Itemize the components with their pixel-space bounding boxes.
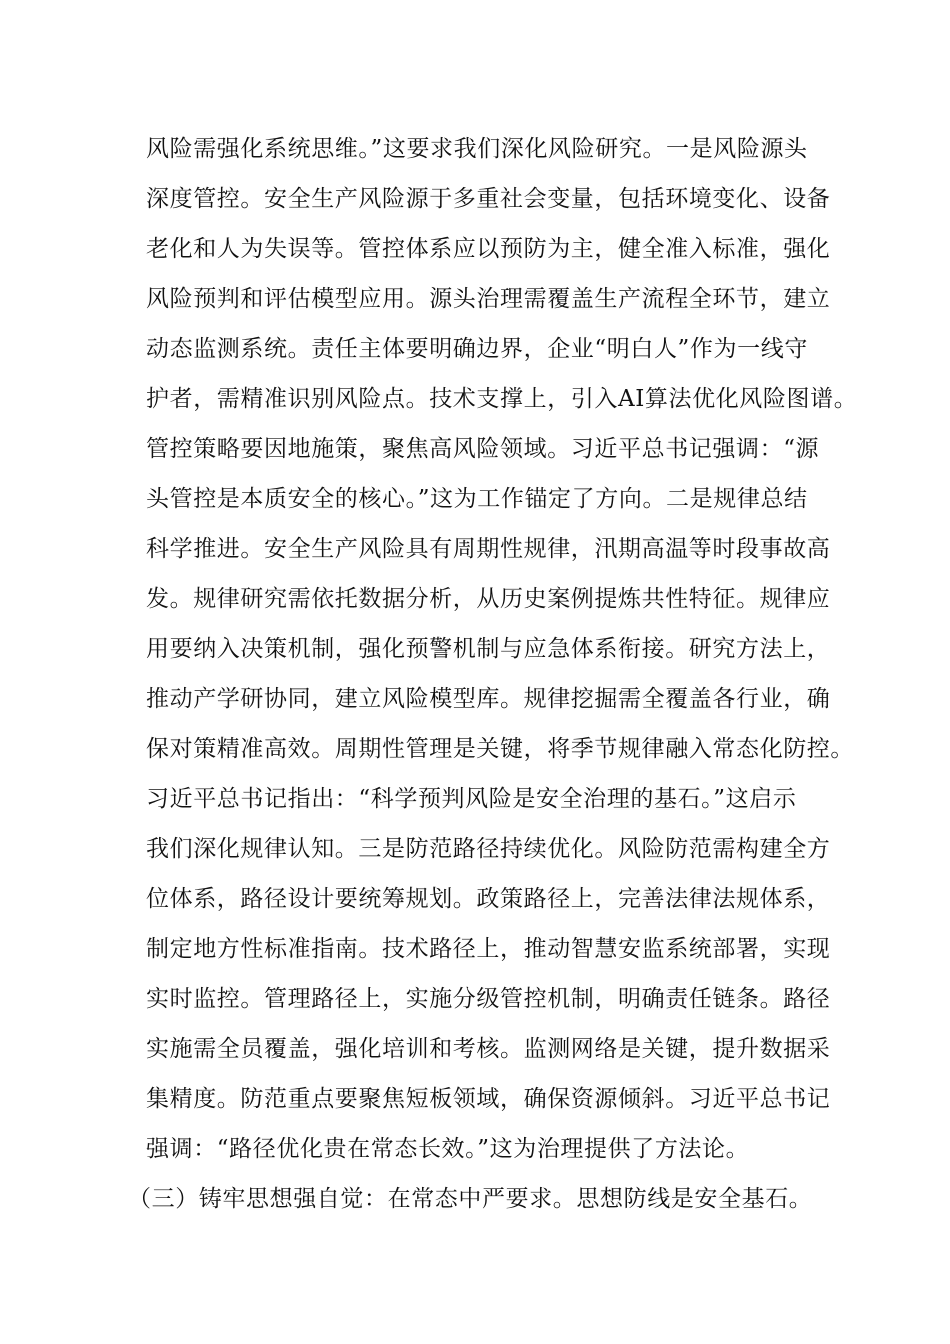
text-line: 位体系，路径设计要统筹规划。政策路径上，完善法律法规体系， bbox=[146, 886, 831, 912]
section-heading: （三）铸牢思想强自觉：在常态中严要求。思想防线是安全基石。 bbox=[128, 1186, 813, 1212]
text-line: 实时监控。管理路径上，实施分级管控机制，明确责任链条。路径 bbox=[146, 986, 831, 1012]
text-line: 推动产学研协同，建立风险模型库。规律挖掘需全覆盖各行业，确 bbox=[146, 686, 831, 712]
text-line: 护者，需精准识别风险点。技术支撑上，引入AI算法优化风险图谱。 bbox=[146, 386, 858, 412]
text-line: 管控策略要因地施策，聚焦高风险领域。习近平总书记强调：“源 bbox=[146, 436, 820, 462]
text-line: 老化和人为失误等。管控体系应以预防为主，健全准入标准，强化 bbox=[146, 236, 831, 262]
text-line: 风险需强化系统思维。”这要求我们深化风险研究。一是风险源头 bbox=[146, 136, 808, 162]
text-line: 强调：“路径优化贵在常态长效。”这为治理提供了方法论。 bbox=[146, 1136, 750, 1162]
text-line: 制定地方性标准指南。技术路径上，推动智慧安监系统部署，实现 bbox=[146, 936, 831, 962]
text-line: 深度管控。安全生产风险源于多重社会变量，包括环境变化、设备 bbox=[146, 186, 831, 212]
text-line: 头管控是本质安全的核心。”这为工作锚定了方向。二是规律总结 bbox=[146, 486, 808, 512]
text-line: 科学推进。安全生产风险具有周期性规律，汛期高温等时段事故高 bbox=[146, 536, 831, 562]
text-line: 保对策精准高效。周期性管理是关键，将季节规律融入常态化防控。 bbox=[146, 736, 854, 762]
text-line: 我们深化规律认知。三是防范路径持续优化。风险防范需构建全方 bbox=[146, 836, 831, 862]
text-line: 习近平总书记指出：“科学预判风险是安全治理的基石。”这启示 bbox=[146, 786, 797, 812]
text-line: 实施需全员覆盖，强化培训和考核。监测网络是关键，提升数据采 bbox=[146, 1036, 831, 1062]
text-line: 动态监测系统。责任主体要明确边界，企业“明白人”作为一线守 bbox=[146, 336, 808, 362]
text-line: 集精度。防范重点要聚焦短板领域，确保资源倾斜。习近平总书记 bbox=[146, 1086, 831, 1112]
text-line: 风险预判和评估模型应用。源头治理需覆盖生产流程全环节，建立 bbox=[146, 286, 831, 312]
text-line: 用要纳入决策机制，强化预警机制与应急体系衔接。研究方法上， bbox=[146, 636, 831, 662]
text-line: 发。规律研究需依托数据分析，从历史案例提炼共性特征。规律应 bbox=[146, 586, 831, 612]
